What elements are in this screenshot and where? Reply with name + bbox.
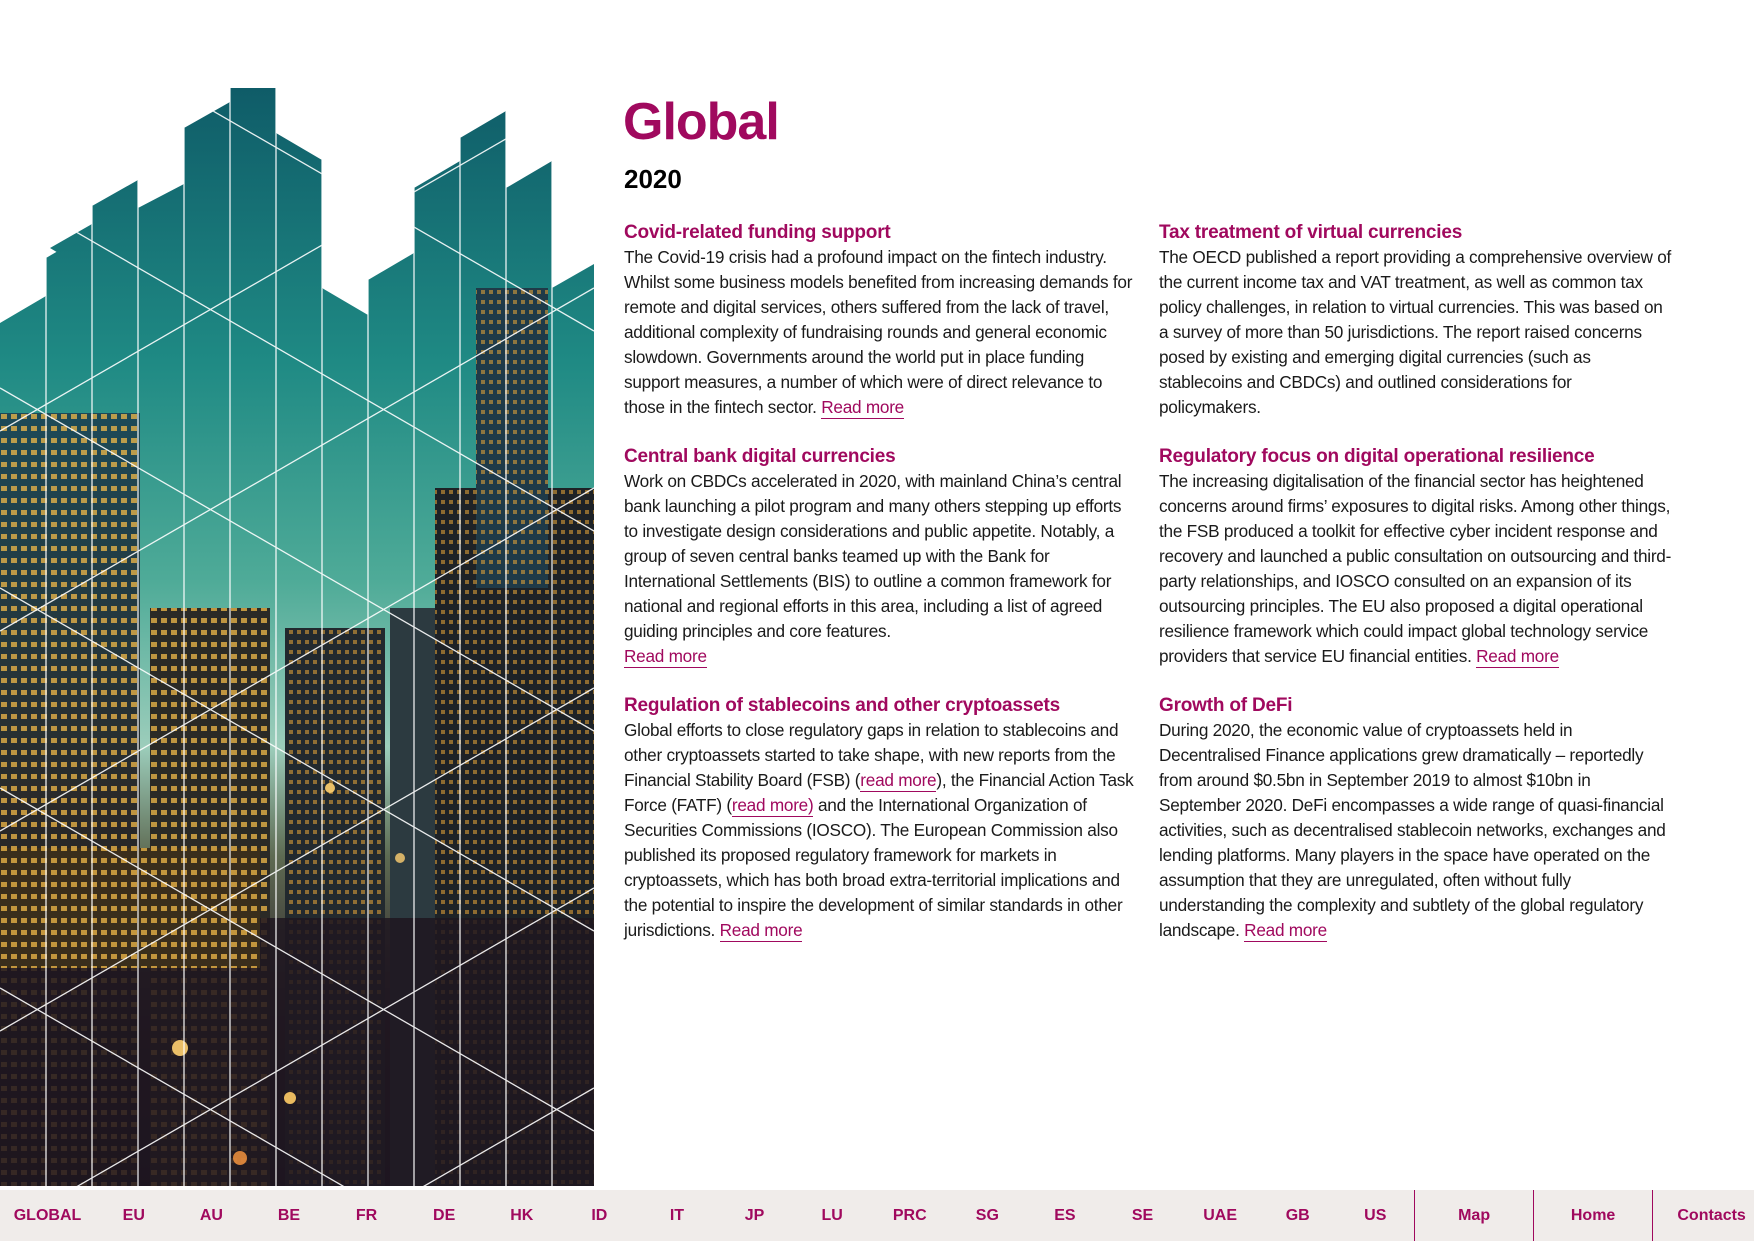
fsb-read-more-link[interactable]: read more	[860, 770, 937, 790]
read-more-link[interactable]: Read more	[1244, 920, 1327, 940]
read-more-link[interactable]: Read more	[821, 397, 904, 417]
section-heading: Regulatory focus on digital operational resilience	[1159, 446, 1595, 467]
nav-home[interactable]: Home	[1533, 1190, 1652, 1241]
section-defi	[1159, 693, 1674, 943]
nav-global[interactable]: GLOBAL	[13, 1207, 82, 1224]
body-text: The increasing digitalisation of the financial sector has heightened concerns around firms’ exposures to digital risks. Among other things, the FSB produced a toolkit for effective cyber incident response and recovery and launched a public consultation on outsourcing and third-party relationships, and IOSCO consulted on an expansion of its outsourcing principles. The EU also proposed a digital operational resilience framework which could impact global technology service providers that service EU financial entities.	[1159, 471, 1672, 666]
nav-be[interactable]: BE	[277, 1207, 301, 1224]
nav-us[interactable]: US	[1364, 1207, 1387, 1224]
nav-prc[interactable]: PRC	[892, 1207, 927, 1224]
nav-hk[interactable]: HK	[510, 1207, 534, 1224]
nav-se[interactable]: SE	[1131, 1207, 1154, 1224]
right-column	[1159, 220, 1674, 967]
nav-sg[interactable]: SG	[975, 1207, 999, 1224]
nav-map[interactable]: Map	[1414, 1190, 1533, 1241]
body-text: Work on CBDCs accelerated in 2020, with mainland China’s central bank launching a pilot program and many others stepping up efforts to investigate design considerations and public appetite. Notably, a group of seven central banks teamed up with the Bank for International Settlements (BIS) to outline a common framework for national and regional efforts in this area, including a list of agreed guiding principles and core features.	[624, 471, 1122, 641]
nav-it[interactable]: IT	[669, 1207, 685, 1224]
section-heading: Covid-related funding support	[624, 222, 891, 243]
section-covid-funding	[624, 220, 1134, 420]
nav-es[interactable]: ES	[1054, 1207, 1076, 1224]
read-more-link[interactable]: Read more	[1476, 646, 1559, 666]
hero-image	[0, 88, 594, 1186]
nav-gb[interactable]: GB	[1285, 1207, 1310, 1224]
section-body	[1159, 469, 1674, 669]
body-text: Global efforts to close regulatory gaps in relation to stablecoins and other cryptoassets started to take shape, with new reports from the Financial Stability Board (FSB) (	[624, 720, 1119, 790]
nav-contacts[interactable]: Contacts	[1652, 1190, 1754, 1241]
city-skyline-illustration	[0, 88, 594, 1186]
body-text: ), the Financial Action Task Force (FATF) (	[624, 770, 1134, 815]
nav-de[interactable]: DE	[433, 1207, 456, 1224]
body-text: and the International Organization of Securities Commissions (IOSCO). The European Commission also published its proposed regulatory framework for markets in cryptoassets, which has both broad extra-territorial implications and the potential to inspire the development of similar standards in other jurisdictions.	[624, 795, 1123, 940]
year-heading: 2020	[624, 164, 682, 194]
section-body	[624, 469, 1134, 669]
nav-au[interactable]: AU	[199, 1207, 223, 1224]
section-cbdc	[624, 444, 1134, 669]
section-operational-resilience	[1159, 444, 1674, 669]
section-heading: Central bank digital currencies	[624, 446, 896, 467]
footer-nav	[0, 1190, 1754, 1241]
body-text: The Covid-19 crisis had a profound impact on the fintech industry. Whilst some business models benefited from increasing demands for remote and digital services, others suffered from the lack of travel, additional complexity of fundraising rounds and general economic slowdown. Governments around the world put in place funding support measures, a number of which were of direct relevance to those in the fintech sector.	[624, 247, 1133, 417]
nav-jp[interactable]: JP	[744, 1207, 765, 1224]
read-more-link[interactable]: Read more	[719, 920, 803, 940]
section-heading: Tax treatment of virtual currencies	[1159, 222, 1463, 243]
section-tax-treatment	[1159, 220, 1674, 420]
nav-id[interactable]: ID	[591, 1207, 608, 1224]
nav-fr[interactable]: FR	[355, 1207, 378, 1224]
nav-eu[interactable]: EU	[122, 1207, 145, 1224]
nav-lu[interactable]: LU	[821, 1207, 843, 1224]
read-more-link[interactable]: Read more	[624, 646, 707, 666]
section-heading: Regulation of stablecoins and other cryptoassets	[624, 695, 1060, 716]
nav-uae[interactable]: UAE	[1203, 1207, 1237, 1224]
page-title: Global	[623, 93, 779, 151]
fatf-read-more-link[interactable]: read more)	[731, 795, 814, 815]
section-body	[1159, 718, 1674, 943]
section-heading: Growth of DeFi	[1159, 695, 1293, 716]
section-stablecoins	[624, 693, 1134, 943]
left-column	[624, 220, 1134, 967]
section-body	[624, 245, 1134, 420]
section-body: The OECD published a report providing a comprehensive overview of the current income tax and VAT treatment, as well as common tax policy challenges, in relation to virtual currencies. This was based on a survey of more than 50 jurisdictions. The report raised concerns posed by existing and emerging digital currencies (such as stablecoins and CBDCs) and outlined considerations for policymakers.	[1159, 247, 1672, 417]
body-text: During 2020, the economic value of cryptoassets held in Decentralised Finance applications grew dramatically – reportedly from around $0.5bn in September 2019 to almost $10bn in September 2020. DeFi encompasses a wide range of quasi-financial activities, such as decentralised stablecoin networks, exchanges and lending platforms. Many players in the space have operated on the assumption that they are unregulated, often without fully understanding the complexity and subtlety of the global regulatory landscape.	[1159, 720, 1666, 940]
section-body	[624, 718, 1134, 943]
